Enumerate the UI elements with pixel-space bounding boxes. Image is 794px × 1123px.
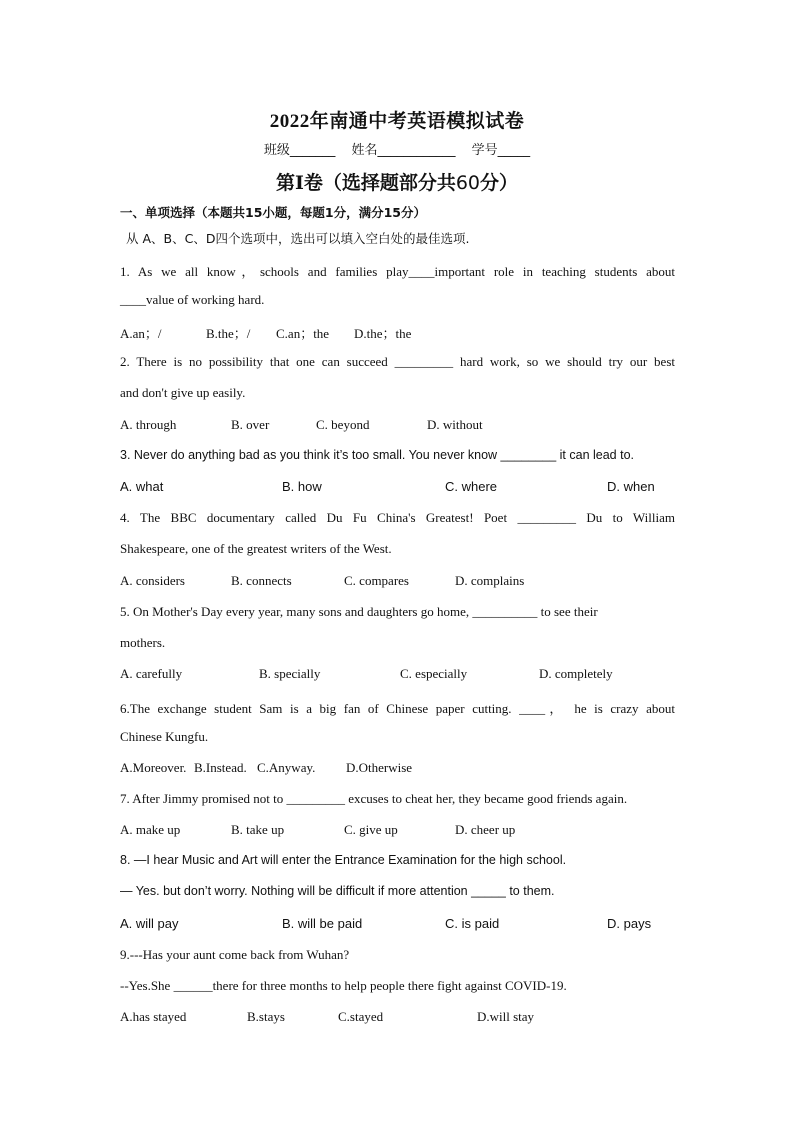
question-9-text-cont: --Yes.She ______there for three months to help people there fight against COVID-19. [120,978,567,993]
option-b: B. connects [231,573,292,588]
option-d: D.the；the [354,326,412,341]
section-prefix: 第Ⅰ卷（选择题部分共 [275,173,456,194]
option-a: A. what [120,479,164,494]
option-c: C. give up [344,822,398,837]
question-8-text: 8. —I hear Music and Art will enter the Entrance Examination for the high school. [120,853,567,867]
option-c: C. is paid [445,916,500,931]
option-c: C. compares [344,573,409,588]
option-c: C. especially [400,666,468,681]
question-7-text: 7. After Jimmy promised not to _________ excuses to cheat her, they became good friends again. [120,791,628,806]
student-id-field: 学号_____ [471,143,531,158]
option-a: A.Moreover. [120,760,187,775]
question-1-text-cont: ____value of working hard. [120,292,265,307]
question-6-text-cont: Chinese Kungfu. [120,729,209,744]
option-c: C. beyond [316,417,370,432]
question-5-text: 5. On Mother's Day every year, many sons and daughters go home, __________ to see their [120,604,598,619]
option-d: D. pays [607,916,652,931]
section-suffix: 分） [480,173,519,194]
question-2-text-cont: and don't give up easily. [120,385,246,400]
question-5-text-cont: mothers. [120,635,166,650]
name-field: 姓名____________ [351,143,456,158]
question-4-text-cont: Shakespeare, one of the greatest writers of the West. [120,541,392,556]
option-d: D. without [427,417,483,432]
section-points: 60 [455,172,481,194]
option-a: A.has stayed [120,1009,187,1024]
part-heading: 一、单项选择（本题共15小题，每题1分，满分15分） [120,205,426,220]
option-c: C.stayed [338,1009,384,1024]
option-b: B.the；/ [206,326,251,341]
option-a: A. make up [120,822,181,837]
option-d: D. complains [455,573,525,588]
option-c: C.Anyway. [257,760,316,775]
option-b: B.stays [247,1009,285,1024]
option-b: B. will be paid [282,916,363,931]
option-d: D.will stay [477,1009,535,1024]
option-d: D. when [607,479,655,494]
option-d: D. cheer up [455,822,516,837]
part-instruction: 从 A、B、C、D四个选项中，选出可以填入空白处的最佳选项. [126,231,470,246]
option-a: A. carefully [120,666,183,681]
question-1-text: 1. As we all know，schools and families play____important role in teaching students about [120,264,675,279]
student-info-line [0,139,794,158]
section-heading [0,168,794,195]
option-b: B. take up [231,822,285,837]
question-4-text: 4. The BBC documentary called Du Fu China's Greatest! Poet _________ Du to William [120,510,675,525]
option-d: D. completely [539,666,613,681]
question-6-text: 6.The exchange student Sam is a big fan of Chinese paper cutting. ____， he is crazy about [120,701,675,716]
question-8-text-cont: — Yes. but don’t worry. Nothing will be difficult if more attention _____ to them. [120,884,555,898]
question-3-text: 3. Never do anything bad as you think it’s too small. You never know ________ it can lead to. [120,448,634,462]
option-b: B.Instead. [194,760,247,775]
option-b: B. how [282,479,322,494]
question-9-text: 9.---Has your aunt come back from Wuhan? [120,947,350,962]
option-d: D.Otherwise [346,760,413,775]
option-a: A.an；/ [120,326,162,341]
option-a: A. through [120,417,177,432]
option-a: A. considers [120,573,185,588]
option-b: B. over [231,417,270,432]
option-c: C. where [445,479,498,494]
exam-title: 2022年南通中考英语模拟试卷 [269,111,525,132]
option-c: C.an；the [276,326,330,341]
class-field: 班级_______ [263,143,336,158]
option-b: B. specially [259,666,321,681]
option-a: A. will pay [120,916,179,931]
question-2-text: 2. There is no possibility that one can succeed _________ hard work, so we should try our best [120,354,675,369]
